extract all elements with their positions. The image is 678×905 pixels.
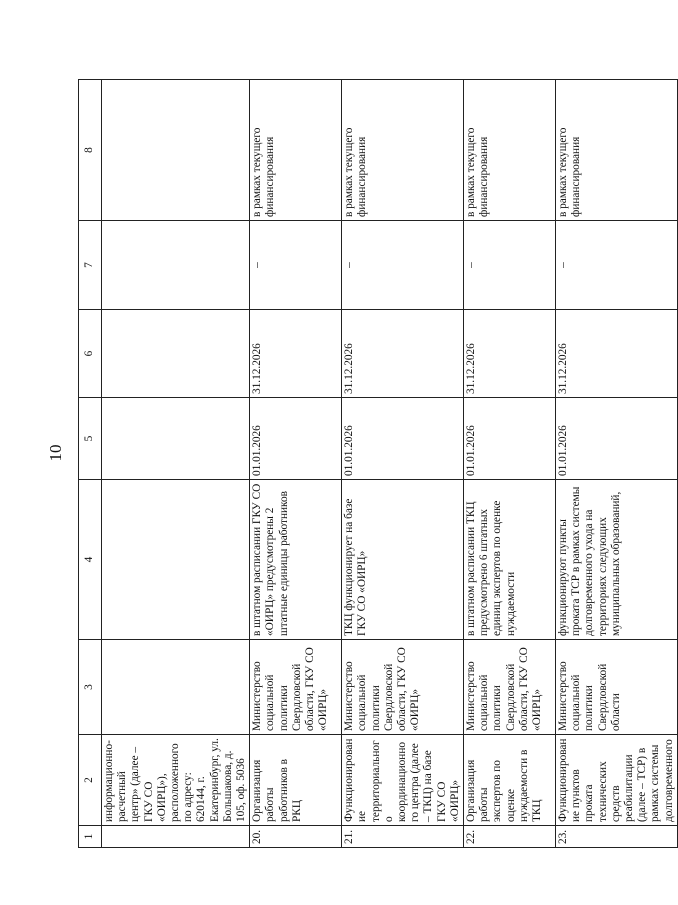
- header-cell: 4: [79, 480, 102, 640]
- cell-name: Организация работы экспертов по оценке нуждаемости в ТКЦ: [464, 735, 556, 826]
- cell-end: [102, 310, 250, 398]
- cell-start: 01.01.2026: [464, 398, 556, 480]
- cell-result: в штатном расписании ГКУ СО «ОИРЦ» предусмотрены 2 штатные единицы работников: [250, 480, 342, 640]
- cell-num: 21.: [342, 826, 464, 848]
- cell-source: [102, 80, 250, 221]
- cell-name: информационно-расчетный центр» (далее – ГКУ СО «ОИРЦ»), расположенного по адресу: 620144, г. Екатеринбург, ул. Большакова, д. 105, оф. 5036: [102, 735, 250, 826]
- cell-executor: Министерство социальной политики Свердловской области: [556, 640, 678, 735]
- header-cell: 8: [79, 80, 102, 221]
- cell-name: Функционирование пунктов проката технических средств реабилитации (далее – ТСР) в рамках системы долговременного: [556, 735, 678, 826]
- header-cell: 1: [79, 826, 102, 848]
- cell-cost: –: [250, 221, 342, 310]
- cell-num: 20.: [250, 826, 342, 848]
- cell-name: Организация работы работников в РКЦ: [250, 735, 342, 826]
- cell-executor: Министерство социальной политики Свердловской области, ГКУ СО «ОИРЦ»: [342, 640, 464, 735]
- cell-cost: –: [342, 221, 464, 310]
- cell-end: 31.12.2026: [342, 310, 464, 398]
- cell-num: 23.: [556, 826, 678, 848]
- plan-table: [78, 79, 678, 848]
- cell-cost: –: [464, 221, 556, 310]
- header-row: [79, 80, 102, 848]
- table-row: [102, 80, 250, 848]
- cell-start: 01.01.2026: [250, 398, 342, 480]
- cell-num: [102, 826, 250, 848]
- cell-source: в рамках текущего финансирования: [556, 80, 678, 221]
- rotated-table-wrapper: [78, 58, 675, 848]
- header-cell: 3: [79, 640, 102, 735]
- cell-start: 01.01.2026: [342, 398, 464, 480]
- table-row: [342, 80, 464, 848]
- table-row: [464, 80, 556, 848]
- cell-num: 22.: [464, 826, 556, 848]
- cell-result: в штатном расписании ТКЦ предусмотрено 6 штатных единиц экспертов по оценке нуждаемости: [464, 480, 556, 640]
- cell-result: [102, 480, 250, 640]
- header-cell: 5: [79, 398, 102, 480]
- cell-end: 31.12.2026: [556, 310, 678, 398]
- cell-executor: [102, 640, 250, 735]
- cell-cost: –: [556, 221, 678, 310]
- table-row: [556, 80, 678, 848]
- cell-result: функционируют пункты проката ТСР в рамках системы долговременного ухода на территориях следующих муниципальных образований,: [556, 480, 678, 640]
- cell-start: [102, 398, 250, 480]
- cell-executor: Министерство социальной политики Свердловской области, ГКУ СО «ОИРЦ»: [250, 640, 342, 735]
- page-number: 10: [46, 444, 65, 462]
- header-cell: 6: [79, 310, 102, 398]
- cell-end: 31.12.2026: [464, 310, 556, 398]
- cell-start: 01.01.2026: [556, 398, 678, 480]
- header-cell: 7: [79, 221, 102, 310]
- cell-executor: Министерство социальной политики Свердловской области, ГКУ СО «ОИРЦ»: [464, 640, 556, 735]
- cell-end: 31.12.2026: [250, 310, 342, 398]
- cell-name: Функционирование территориального координационного центра (далее – ТКЦ) на базе ГКУ СО «ОИРЦ»: [342, 735, 464, 826]
- cell-result: ТКЦ функционирует на базе ГКУ СО «ОИРЦ»: [342, 480, 464, 640]
- cell-source: в рамках текущего финансирования: [342, 80, 464, 221]
- cell-cost: [102, 221, 250, 310]
- cell-source: в рамках текущего финансирования: [250, 80, 342, 221]
- header-cell: 2: [79, 735, 102, 826]
- cell-source: в рамках текущего финансирования: [464, 80, 556, 221]
- table-row: [250, 80, 342, 848]
